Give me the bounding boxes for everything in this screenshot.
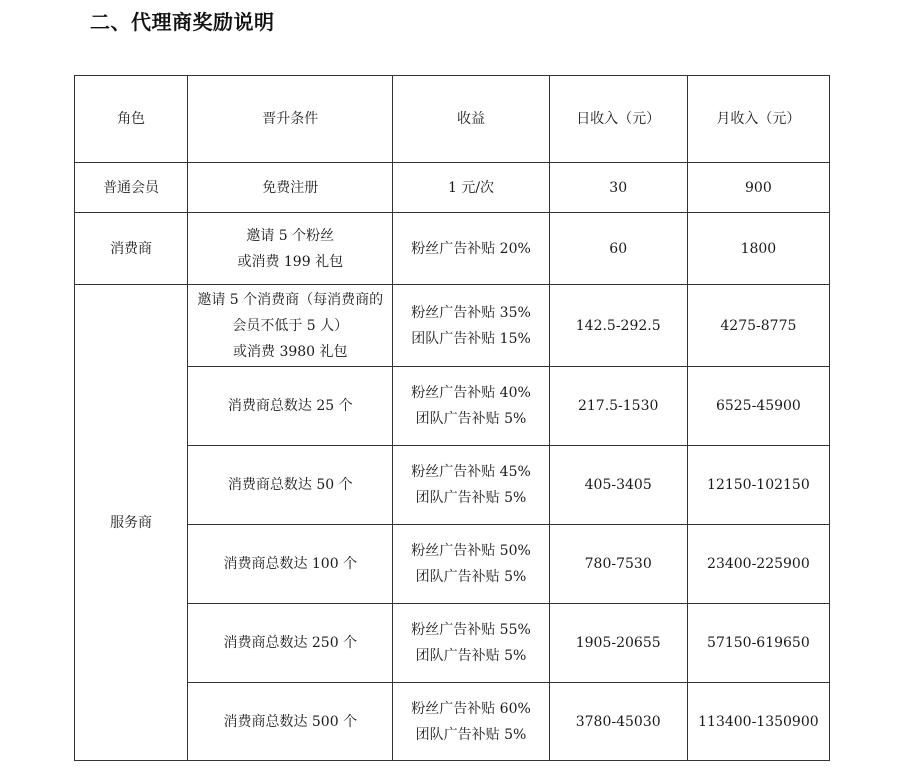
table-row — [75, 683, 830, 761]
benefit-cell — [393, 163, 549, 213]
condition-cell — [188, 163, 393, 213]
benefit-cell — [393, 367, 549, 446]
benefit-line: 粉丝广告补贴 40% — [411, 385, 531, 401]
benefit-line: 团队广告补贴 5% — [415, 569, 527, 585]
condition-line: 消费商总数达 250 个 — [223, 635, 358, 651]
condition-cell — [188, 213, 393, 285]
header-cell-condition: 晋升条件 — [188, 76, 393, 163]
daily-income-cell: 3780-45030 — [549, 683, 687, 761]
condition-line: 或消费 199 礼包 — [237, 253, 344, 270]
benefit-cell — [393, 285, 549, 367]
benefit-cell — [393, 604, 549, 683]
monthly-income-cell: 113400-1350900 — [687, 683, 829, 761]
monthly-income-cell: 57150-619650 — [687, 604, 829, 683]
table-row — [75, 285, 830, 367]
benefit-cell — [393, 446, 549, 525]
condition-cell — [188, 683, 393, 761]
benefit-line: 粉丝广告补贴 45% — [411, 464, 531, 480]
condition-cell — [188, 367, 393, 446]
table-row — [75, 446, 830, 525]
daily-income-cell: 780-7530 — [549, 525, 687, 604]
daily-income-cell: 217.5-1530 — [549, 367, 687, 446]
benefit-line: 团队广告补贴 5% — [415, 648, 527, 664]
benefit-line: 1 元/次 — [447, 179, 495, 196]
condition-cell — [188, 604, 393, 683]
table-row — [75, 604, 830, 683]
condition-cell — [188, 446, 393, 525]
benefit-line: 团队广告补贴 5% — [415, 490, 527, 506]
condition-line: 消费商总数达 25 个 — [227, 398, 353, 414]
monthly-income-cell: 23400-225900 — [687, 525, 829, 604]
header-cell-benefit: 收益 — [393, 76, 549, 163]
role-cell-merged: 服务商 — [75, 285, 188, 761]
daily-income-cell: 1905-20655 — [549, 604, 687, 683]
benefit-line: 团队广告补贴 5% — [415, 726, 527, 743]
role-cell: 消费商 — [75, 213, 188, 285]
table-row — [75, 525, 830, 604]
header-cell-monthly-income: 月收入（元） — [687, 76, 829, 163]
benefit-cell — [393, 683, 549, 761]
monthly-income-cell: 1800 — [687, 213, 829, 285]
monthly-income-cell: 4275-8775 — [687, 285, 829, 367]
condition-line: 消费商总数达 500 个 — [223, 713, 358, 730]
daily-income-cell: 30 — [549, 163, 687, 213]
benefit-line: 团队广告补贴 15% — [411, 330, 531, 347]
condition-line: 消费商总数达 50 个 — [227, 477, 353, 493]
table-row — [75, 367, 830, 446]
daily-income-cell: 142.5-292.5 — [549, 285, 687, 367]
benefit-line: 粉丝广告补贴 35% — [411, 304, 531, 321]
benefit-cell — [393, 213, 549, 285]
role-cell: 普通会员 — [75, 163, 188, 213]
daily-income-cell: 60 — [549, 213, 687, 285]
monthly-income-cell: 6525-45900 — [687, 367, 829, 446]
header-cell-role: 角色 — [75, 76, 188, 163]
benefit-line: 粉丝广告补贴 20% — [411, 240, 531, 257]
condition-line: 或消费 3980 礼包 — [233, 343, 348, 360]
reward-table — [74, 75, 830, 761]
condition-line: 邀请 5 个粉丝 — [246, 227, 335, 244]
condition-line: 邀请 5 个消费商（每消费商的 — [197, 291, 384, 308]
header-cell-daily-income: 日收入（元） — [549, 76, 687, 163]
daily-income-cell: 405-3405 — [549, 446, 687, 525]
condition-cell — [188, 525, 393, 604]
monthly-income-cell: 12150-102150 — [687, 446, 829, 525]
monthly-income-cell: 900 — [687, 163, 829, 213]
benefit-line: 团队广告补贴 5% — [415, 411, 527, 427]
benefit-line: 粉丝广告补贴 60% — [411, 700, 531, 717]
condition-line: 消费商总数达 100 个 — [223, 556, 358, 572]
table-row — [75, 213, 830, 285]
table-header-row — [75, 76, 830, 163]
condition-cell — [188, 285, 393, 367]
benefit-cell — [393, 525, 549, 604]
table-row — [75, 163, 830, 213]
condition-line: 会员不低于 5 人） — [232, 317, 349, 334]
condition-line: 免费注册 — [262, 179, 319, 196]
benefit-line: 粉丝广告补贴 50% — [411, 543, 531, 559]
benefit-line: 粉丝广告补贴 55% — [411, 622, 531, 638]
page-title: 二、代理商奖励说明 — [90, 10, 275, 34]
